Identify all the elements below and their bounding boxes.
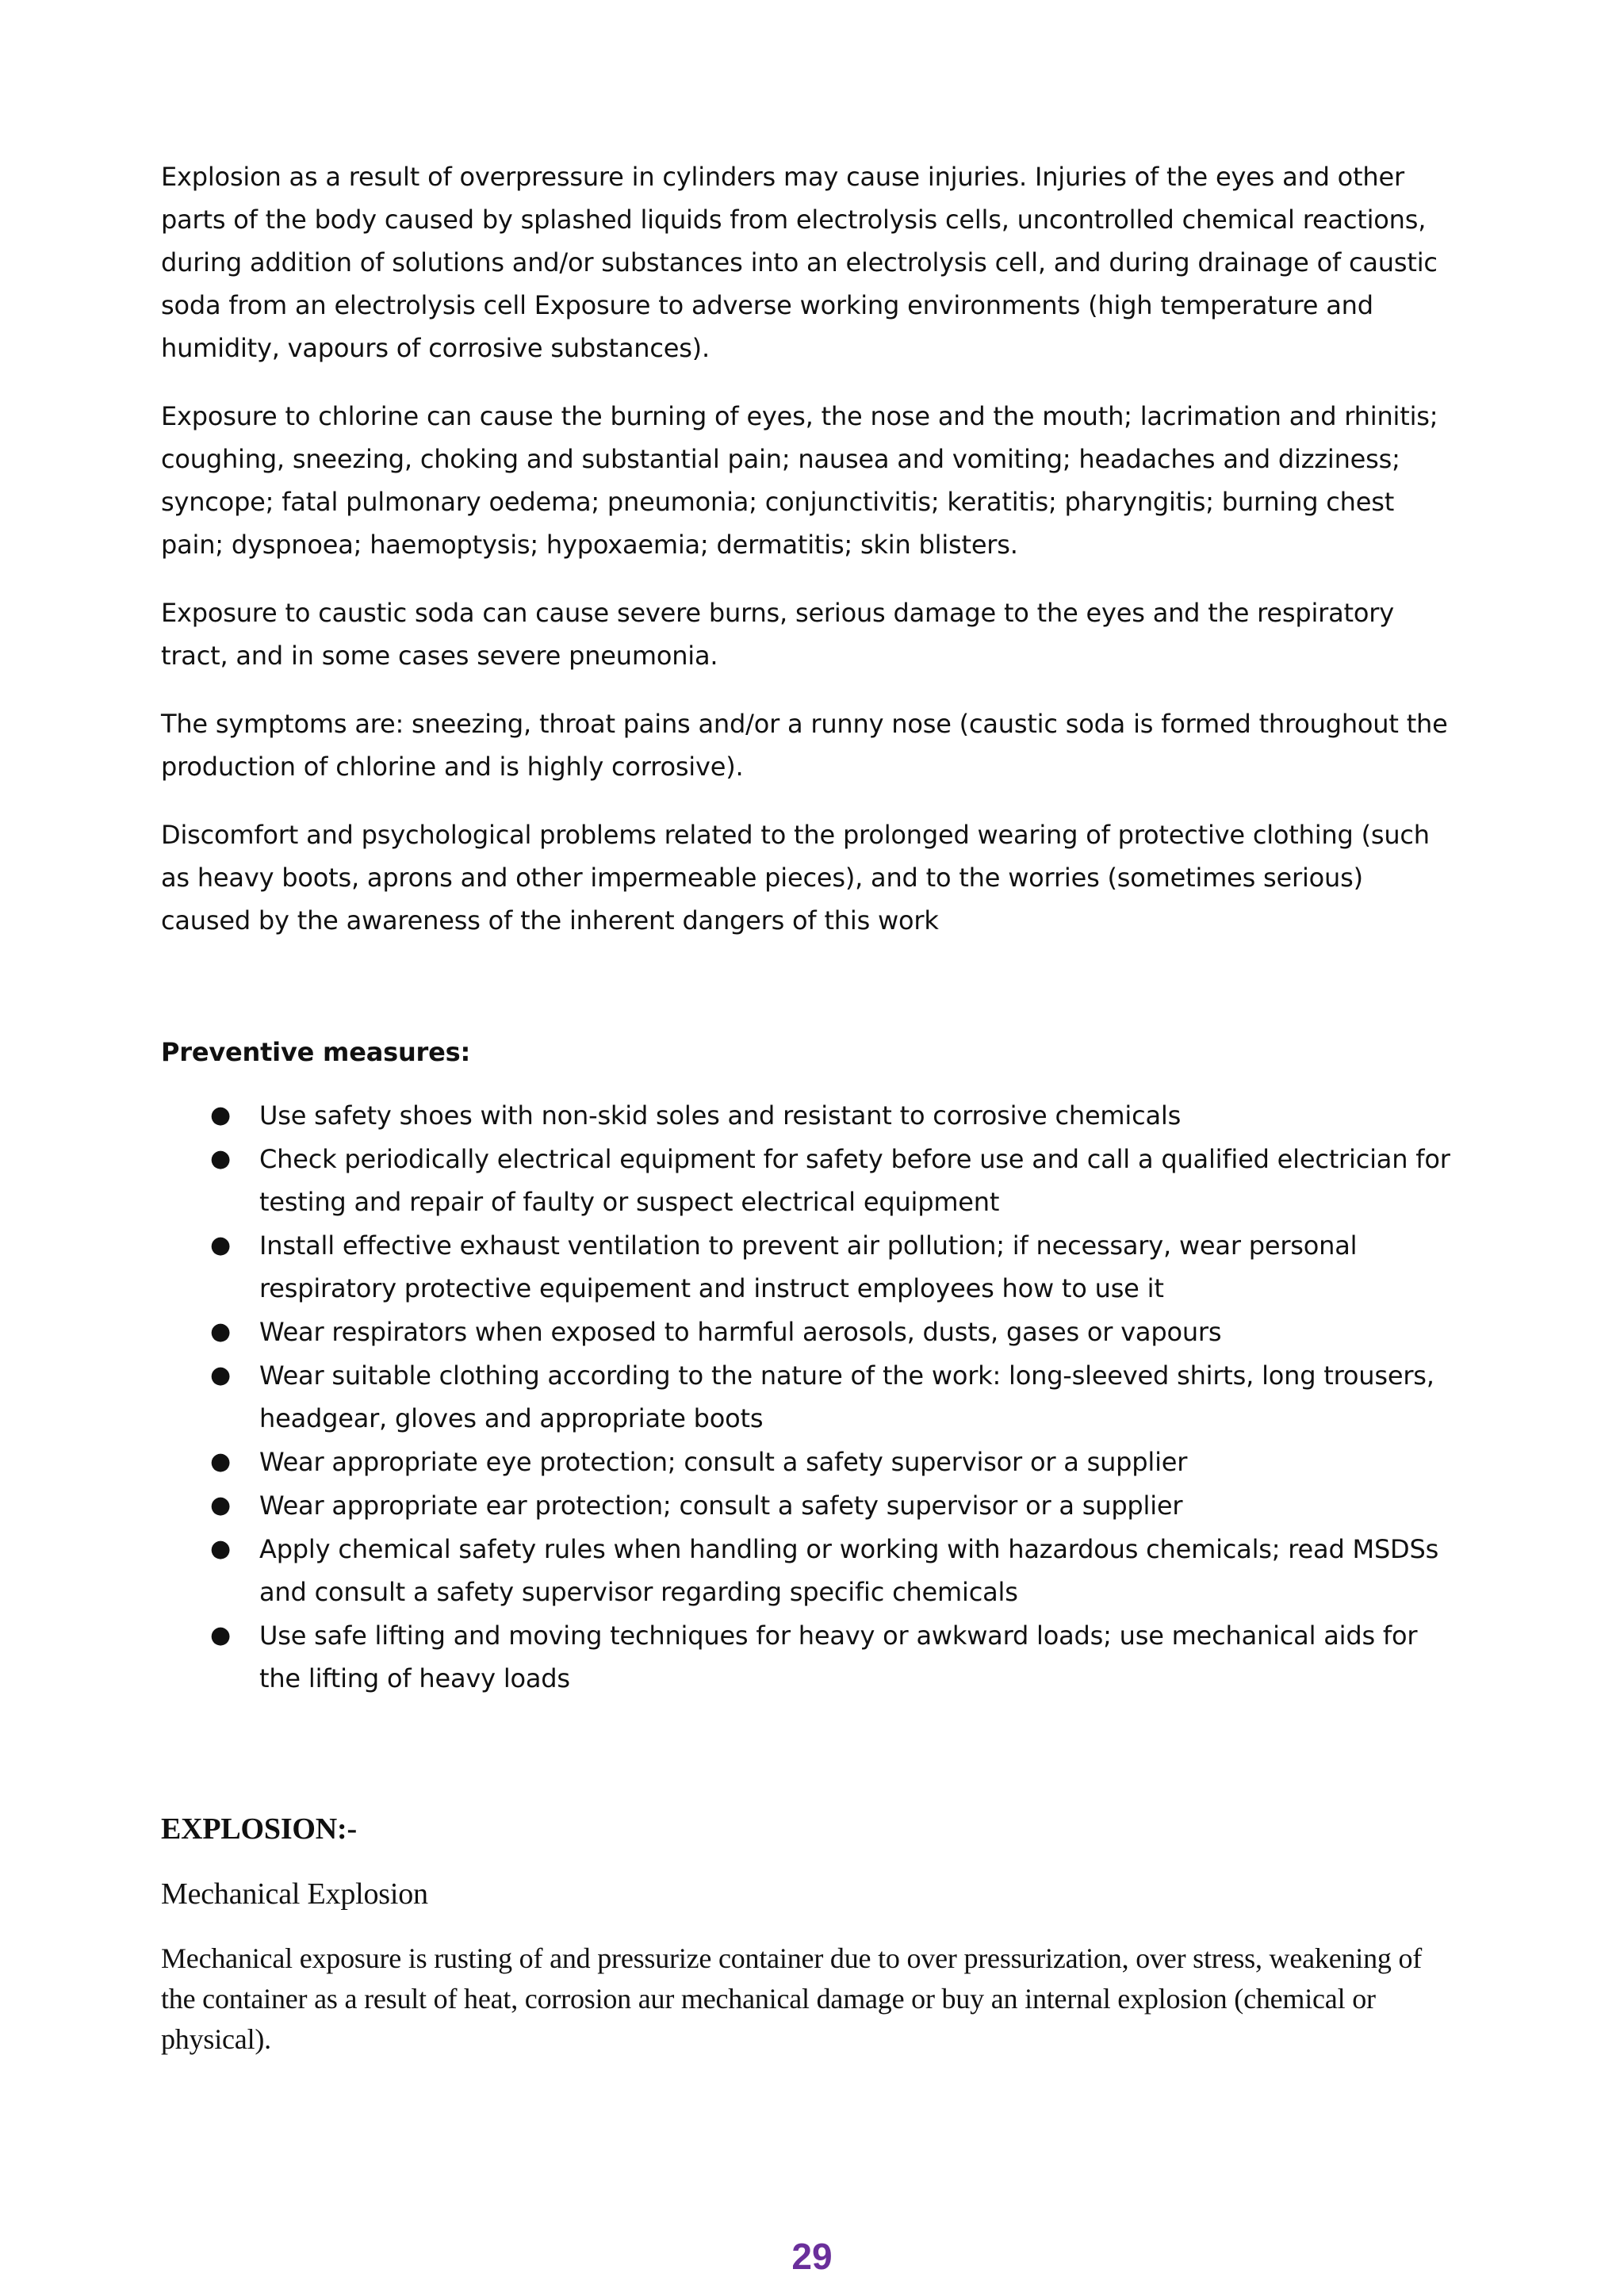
paragraph-explosion-injuries: Explosion as a result of overpressure in cylinders may cause injuries. Injuries of the eyes and other parts of the body caused by splashed liquids from electrolysis cells, uncontrolled chemical reactions, during addition of solutions and/or substances into an electrolysis cell, and during drainage of caustic soda from an electrolysis cell Exposure to adverse working environments (high temperature and humidity, vapours of corrosive substances). <box>161 162 1438 363</box>
list-item-text: Apply chemical safety rules when handling or working with hazardous chemicals; read MSDSs and consult a safety supervisor regarding specific chemicals <box>259 1534 1439 1607</box>
preventive-measures-list <box>161 1094 1455 1700</box>
list-item-text: Use safety shoes with non-skid soles and resistant to corrosive chemicals <box>259 1100 1182 1131</box>
paragraph-symptoms: The symptoms are: sneezing, throat pains and/or a runny nose (caustic soda is formed throughout the production of chlorine and is highly corrosive). <box>161 709 1448 782</box>
mechanical-explosion-subheading: Mechanical Explosion <box>161 1877 428 1911</box>
spacer <box>161 1701 1455 1808</box>
list-item <box>161 1138 1455 1223</box>
list-item <box>161 1614 1455 1700</box>
paragraph-caustic-soda-exposure: Exposure to caustic soda can cause severe burns, serious damage to the eyes and the respiratory tract, and in some cases severe pneumonia. <box>161 598 1394 671</box>
list-item <box>161 1441 1455 1483</box>
bullet-icon: ● <box>210 1145 231 1173</box>
paragraph-chlorine-exposure: Exposure to chlorine can cause the burning of eyes, the nose and the mouth; lacrimation and rhinitis; coughing, sneezing, choking and substantial pain; nausea and vomiting; headaches and dizziness; syncope; fatal pulmonary oedema; pneumonia; conjunctivitis; keratitis; pharyngitis; burning chest pain; dyspnoea; haemoptysis; hypoxaemia; dermatitis; skin blisters. <box>161 401 1438 560</box>
list-item <box>161 1354 1455 1440</box>
bullet-icon: ● <box>210 1535 231 1563</box>
list-item-text: Wear appropriate ear protection; consult a safety supervisor or a supplier <box>259 1490 1183 1521</box>
list-item-text: Check periodically electrical equipment for safety before use and call a qualified electrician for testing and repair of faulty or suspect electrical equipment <box>259 1144 1450 1217</box>
bullet-icon: ● <box>210 1361 231 1389</box>
bullet-icon: ● <box>210 1448 231 1475</box>
page-content <box>161 155 1455 2060</box>
bullet-icon: ● <box>210 1231 231 1259</box>
bullet-icon: ● <box>210 1101 231 1129</box>
explosion-heading: EXPLOSION:- <box>161 1812 357 1846</box>
list-item <box>161 1311 1455 1353</box>
list-item <box>161 1484 1455 1527</box>
list-item-text: Wear appropriate eye protection; consult a safety supervisor or a supplier <box>259 1447 1188 1477</box>
bullet-icon: ● <box>210 1621 231 1649</box>
list-item-text: Wear suitable clothing according to the nature of the work: long-sleeved shirts, long trousers, headgear, gloves and appropriate boots <box>259 1360 1434 1433</box>
preventive-measures-heading: Preventive measures: <box>161 1037 471 1067</box>
list-item <box>161 1224 1455 1310</box>
mechanical-explosion-paragraph: Mechanical exposure is rusting of and pressurize container due to over pressurization, over stress, weakening of the container as a result of heat, corrosion aur mechanical damage or buy an internal explosion (chemical or physical). <box>161 1942 1423 2055</box>
list-item-text: Install effective exhaust ventilation to prevent air pollution; if necessary, wear personal respiratory protective equipement and instruct employees how to use it <box>259 1230 1358 1303</box>
page-number: 29 <box>791 2236 833 2277</box>
bullet-icon: ● <box>210 1318 231 1345</box>
list-item-text: Wear respirators when exposed to harmful aerosols, dusts, gases or vapours <box>259 1317 1222 1347</box>
paragraph-discomfort: Discomfort and psychological problems related to the prolonged wearing of protective clothing (such as heavy boots, aprons and other impermeable pieces), and to the worries (sometimes serious) caused by the awareness of the inherent dangers of this work <box>161 820 1430 936</box>
list-item <box>161 1094 1455 1137</box>
list-item <box>161 1528 1455 1613</box>
bullet-icon: ● <box>210 1491 231 1519</box>
spacer <box>161 942 1455 1031</box>
list-item-text: Use safe lifting and moving techniques for heavy or awkward loads; use mechanical aids for the lifting of heavy loads <box>259 1621 1418 1693</box>
